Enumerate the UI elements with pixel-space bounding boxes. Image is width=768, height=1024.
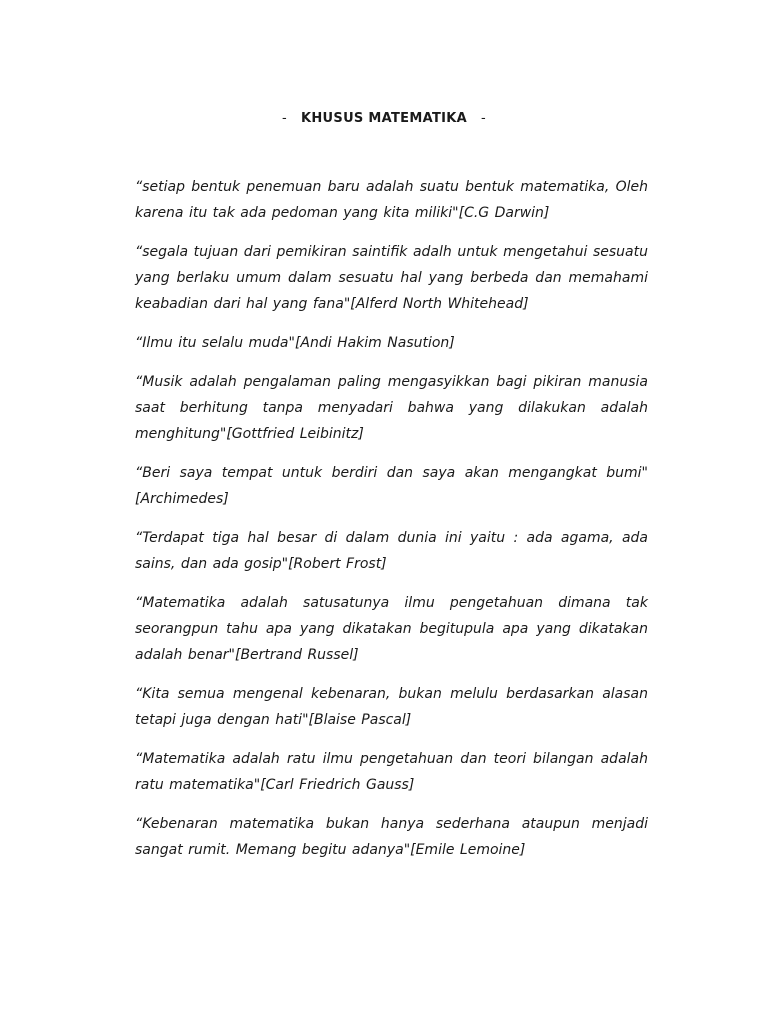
quote-item: “Kita semua mengenal kebenaran, bukan melulu berdasarkan alasan tetapi juga dengan hati"[Blaise Pascal] [135,686,648,728]
quote-item: “setiap bentuk penemuan baru adalah suatu bentuk matematika, Oleh karena itu tak ada pedoman yang kita miliki"[C.G Darwin] [135,179,648,221]
quote-item: “Terdapat tiga hal besar di dalam dunia ini yaitu : ada agama, ada sains, dan ada gosip"[Robert Frost] [135,530,648,572]
heading-row [0,111,768,126]
quote-item: “Beri saya tempat untuk berdiri dan saya akan mengangkat bumi"[Archimedes] [135,465,648,507]
page-title: KHUSUS MATEMATIKA [301,111,467,126]
heading-dash-right: - [480,111,486,126]
quote-item: “Kebenaran matematika bukan hanya sederhana ataupun menjadi sangat rumit. Memang begitu adanya"[Emile Lemoine] [135,816,648,858]
quote-list [135,174,648,876]
quote-item: “segala tujuan dari pemikiran saintifik adalh untuk mengetahui sesuatu yang berlaku umum dalam sesuatu hal yang berbeda dan memahami keabadian dari hal yang fana"[Alferd North Whitehead] [135,244,648,312]
heading-dash-left: - [282,111,287,126]
quote-item: “Matematika adalah satusatunya ilmu pengetahuan dimana tak seorangpun tahu apa yang dikatakan begitupula apa yang dikatakan adalah benar"[Bertrand Russel] [135,595,648,663]
quote-item: “Ilmu itu selalu muda"[Andi Hakim Nasution] [135,335,455,351]
quote-item: “Matematika adalah ratu ilmu pengetahuan dan teori bilangan adalah ratu matematika"[Carl Friedrich Gauss] [135,751,648,793]
quote-item: “Musik adalah pengalaman paling mengasyikkan bagi pikiran manusia saat berhitung tanpa menyadari bahwa yang dilakukan adalah menghitung"[Gottfried Leibinitz] [135,374,648,442]
